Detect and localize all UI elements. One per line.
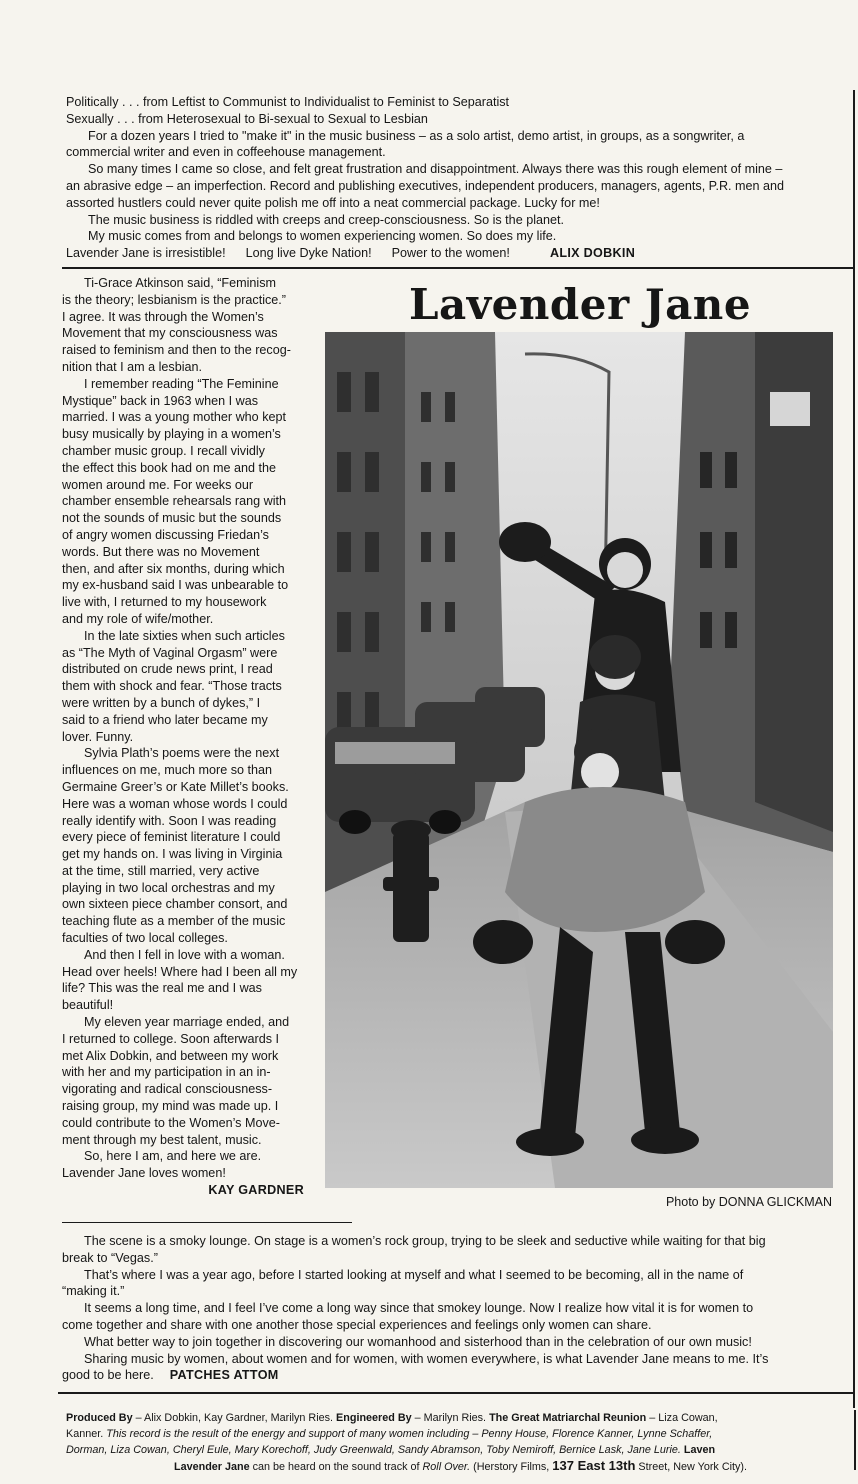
credits-city: Street, New York City). — [638, 1461, 748, 1473]
statement-line: raising group, my mind was made up. I — [62, 1099, 279, 1114]
credits-cut-word: Laven — [683, 1444, 716, 1456]
statement-line: Here was a woman whose words I could — [62, 796, 288, 811]
statement-line: Sylvia Plath’s poems were the next — [84, 746, 280, 761]
reunion-label: The Great Matriarchal Reunion — [489, 1412, 647, 1424]
statement-line: vigorating and radical consciousness- — [62, 1082, 273, 1097]
statement-line: as “The Myth of Vaginal Orgasm” were — [62, 645, 278, 660]
statement-line: not the sounds of music but the sounds — [62, 511, 282, 526]
statement-line: good to be here. — [62, 1368, 154, 1383]
statement-line: busy musically by playing in a women’s — [62, 427, 281, 442]
photo-credit: Photo by DONNA GLICKMAN — [665, 1195, 832, 1209]
statement-line: women around me. For weeks our — [62, 477, 254, 492]
statement-line: nition that I am a lesbian. — [62, 359, 203, 374]
statement-line: Movement that my consciousness was — [62, 326, 278, 341]
statement-line: So many times I came so close, and felt great frustration and disappointment. Always there was this rough element of mine – — [88, 162, 783, 177]
statement-line: married. I was a young mother who kept — [62, 410, 286, 425]
section-divider — [58, 1392, 854, 1394]
credits-lavender-jane: Lavender Jane — [174, 1461, 250, 1473]
statement-line: I remember reading “The Feminine — [84, 376, 279, 391]
produced-value: – Alix Dobkin, Kay Gardner, Marilyn Ries. — [135, 1412, 334, 1424]
statement-line: I agree. It was through the Women’s — [62, 309, 264, 324]
credits-line — [66, 1458, 852, 1475]
statement-line: chamber music group. I recall vividly — [62, 443, 265, 458]
statement-line: Ti-Grace Atkinson said, “Feminism — [84, 276, 276, 290]
statement-line: Head over heels! Where had I been all my — [62, 964, 298, 979]
statement-line: live with, I returned to my housework — [62, 595, 267, 610]
statement-line: The scene is a smoky lounge. On stage is a women’s rock group, trying to be sleek and seductive while waiting for that big — [84, 1234, 766, 1248]
signature-patches-attom: PATCHES ATTOM — [169, 1368, 279, 1383]
credits-address: 137 East 13th — [552, 1458, 636, 1473]
statement-line: It seems a long time, and I feel I’ve come a long way since that smokey lounge. Now I realize how vital it is for women to — [84, 1301, 754, 1316]
credits-herstory: (Herstory Films, — [473, 1461, 550, 1473]
statement-line: In the late sixties when such articles — [84, 628, 285, 643]
statement-line: get my hands on. I was living in Virginia — [62, 847, 283, 862]
statement-line: then, and after six months, during which — [62, 561, 285, 576]
statement-line: come together and share with one another those special experiences and feelings only women can share. — [62, 1317, 652, 1332]
statement-line: That’s where I was a year ago, before I started looking at myself and what I seemed to be becoming, all in the name of — [84, 1267, 744, 1282]
statement-line: met Alix Dobkin, and between my work — [62, 1048, 279, 1063]
statement-line: Mystique” back in 1963 when I was — [62, 393, 259, 408]
statement-line: “making it.” — [62, 1284, 125, 1299]
statement-line: Sharing music by women, about women and for women, with women everywhere, is what Lavender Jane means to me. It’s — [84, 1351, 769, 1366]
statement-line: Sexually . . . from Heterosexual to Bi-sexual to Sexual to Lesbian — [66, 111, 428, 126]
credits-line — [66, 1426, 852, 1442]
statement-line: ment through my best talent, music. — [62, 1132, 262, 1147]
statement-line: break to “Vegas.” — [62, 1250, 158, 1265]
statement-line: My eleven year marriage ended, and — [84, 1015, 290, 1030]
statement-line: assorted hustlers could never quite polish me off into a neat commercial package. Lucky for me! — [66, 195, 600, 210]
statement-line: life? This was the real me and I was — [62, 981, 262, 996]
statement-line: chamber ensemble rehearsals rang with — [62, 494, 287, 509]
statement-line: Politically . . . from Leftist to Communist to Individualist to Feminist to Separatist — [66, 95, 510, 109]
statement-line: were written by a bunch of dykes,” I — [62, 695, 261, 710]
alix-dobkin-statement — [66, 94, 836, 262]
statement-line: of angry women discussing Friedan’s — [62, 527, 269, 542]
album-credits — [66, 1410, 852, 1475]
section-divider-short — [62, 1222, 352, 1223]
right-border-rule-lower — [854, 1410, 856, 1470]
credits-line — [66, 1442, 852, 1458]
statement-line: every piece of feminist literature I could — [62, 830, 281, 845]
statement-line: lover. Funny. — [62, 729, 134, 744]
statement-line: beautiful! — [62, 998, 114, 1013]
street-photo — [325, 332, 833, 1188]
engineered-label: Engineered By — [336, 1412, 412, 1424]
right-border-rule — [853, 90, 855, 1408]
credits-kanner: Kanner. — [66, 1428, 104, 1440]
credits-line — [66, 1410, 852, 1426]
photo-illustration — [325, 332, 833, 1188]
patches-attom-statement — [62, 1233, 850, 1384]
credits-thanks-cont: Dorman, Liza Cowan, Cheryl Eule, Mary Korechoff, Judy Greenwald, Sandy Abramson, Toby Nemiroff, Bernice Lask, Jane Lurie. — [66, 1444, 681, 1456]
statement-line: my ex-husband said I was unbearable to — [62, 578, 289, 593]
credits-soundtrack: can be heard on the sound track of — [252, 1461, 420, 1473]
statement-line: words. But there was no Movement — [62, 544, 260, 559]
statement-line: own sixteen piece chamber consort, and — [62, 897, 288, 912]
statement-last-line — [62, 1367, 850, 1384]
signature-kay-gardner: KAY GARDNER — [208, 1183, 304, 1198]
kay-gardner-statement — [62, 275, 310, 1199]
statement-line: is the theory; lesbianism is the practice.” — [62, 292, 286, 307]
reunion-value: – Liza Cowan, — [649, 1412, 718, 1424]
credits-thanks: This record is the result of the energy and support of many women including – Penny House, Florence Kanner, Lynne Schaffer, — [106, 1428, 713, 1440]
statement-line: them with shock and fear. “Those tracts — [62, 679, 282, 694]
statement-line: the effect this book had on me and the — [62, 460, 277, 475]
statement-line: The music business is riddled with creeps and creep-consciousness. So is the planet. — [88, 212, 565, 227]
closing-phrase: Long live Dyke Nation! — [245, 246, 372, 261]
statement-line: could contribute to the Women’s Move- — [62, 1115, 280, 1130]
statement-line: really identify with. Soon I was reading — [62, 813, 277, 828]
statement-line: with her and my participation in an in- — [62, 1065, 271, 1080]
statement-line: Lavender Jane loves women! — [62, 1166, 226, 1181]
closing-phrase: Power to the women! — [391, 246, 510, 261]
statement-line: an abrasive edge – an imperfection. Record and publishing executives, independent producers, managers, agents, P.R. men and — [66, 178, 785, 193]
statement-line: faculties of two local colleges. — [62, 931, 228, 946]
statement-line: and my role of wife/mother. — [62, 611, 214, 626]
statement-line: So, here I am, and here we are. — [84, 1149, 262, 1164]
statement-line: Germaine Greer’s or Kate Millet’s books. — [62, 779, 289, 794]
statement-line: influences on me, much more so than — [62, 763, 273, 778]
closing-line — [66, 245, 836, 262]
statement-line: I returned to college. Soon afterwards I — [62, 1031, 280, 1046]
statement-line: raised to feminism and then to the recog- — [62, 343, 291, 358]
engineered-value: – Marilyn Ries. — [414, 1412, 487, 1424]
statement-line: What better way to join together in discovering our womanhood and sisterhood than in the celebration of our own music! — [84, 1334, 752, 1349]
statement-line: said to a friend who later became my — [62, 712, 268, 727]
signature-alix-dobkin: ALIX DOBKIN — [549, 246, 636, 261]
statement-line: For a dozen years I tried to "make it" in the music business – as a solo artist, demo artist, in groups, as a songwriter, a — [88, 128, 745, 143]
statement-line: teaching flute as a member of the music — [62, 914, 286, 929]
produced-label: Produced By — [66, 1412, 133, 1424]
statement-line: My music comes from and belongs to women experiencing women. So does my life. — [88, 229, 557, 244]
closing-phrase: Lavender Jane is irresistible! — [66, 246, 226, 261]
statement-line: distributed on crude news print, I read — [62, 662, 273, 677]
album-title: Lavender Jane — [408, 280, 752, 329]
credits-film-title: Roll Over. — [422, 1461, 471, 1473]
statement-line: playing in two local orchestras and my — [62, 880, 275, 895]
section-divider — [62, 267, 854, 269]
statement-line: commercial writer and even in coffeehouse management. — [66, 145, 386, 160]
statement-line: at the time, still married, very active — [62, 863, 260, 878]
statement-line: And then I fell in love with a woman. — [84, 947, 285, 962]
